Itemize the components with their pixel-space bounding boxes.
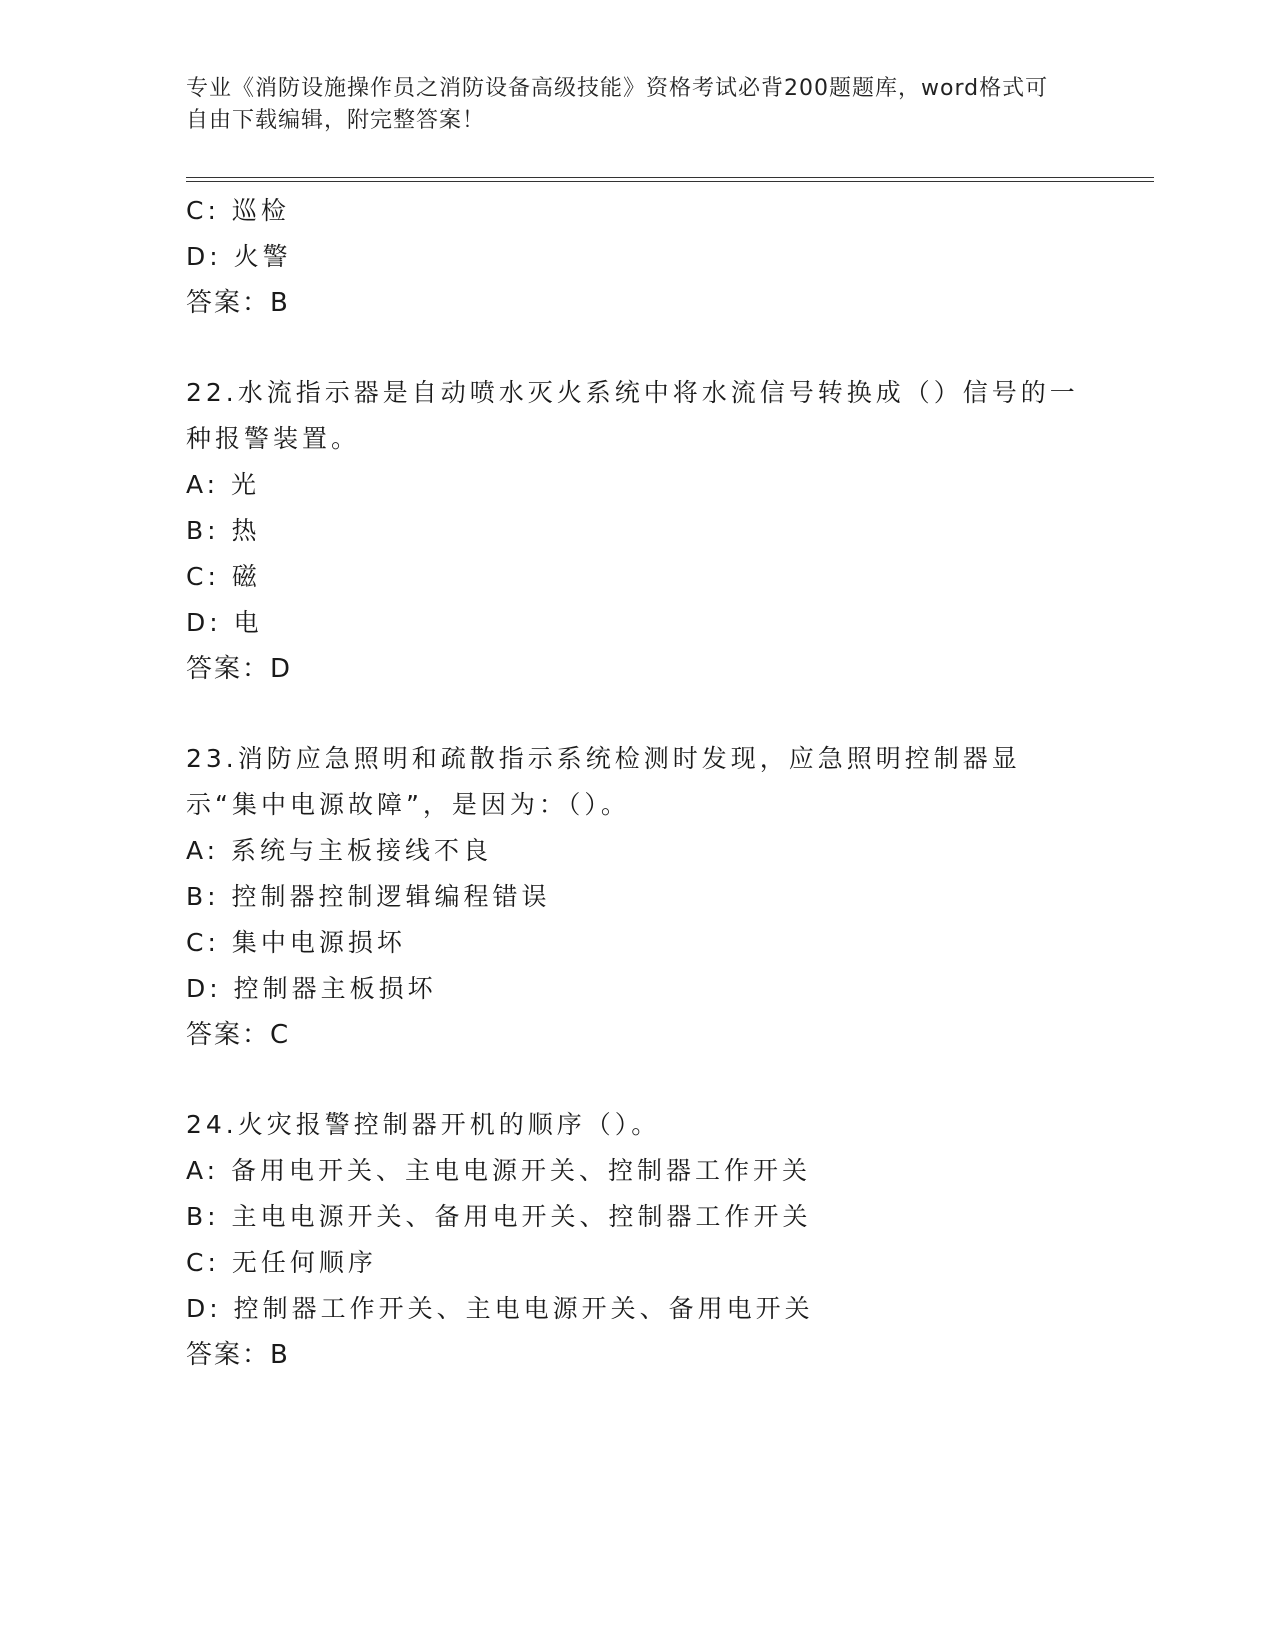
question-stem: 24.火灾报警控制器开机的顺序（）。 — [186, 1110, 661, 1139]
question-24 — [186, 1102, 1106, 1378]
option-c — [186, 188, 1106, 234]
header-divider-top — [186, 177, 1154, 178]
answer-line: 答案：C — [186, 1020, 291, 1050]
option-letter: B: — [186, 516, 220, 545]
option-text: 电 — [233, 608, 263, 637]
option-a — [186, 462, 1106, 508]
previous-question-tail — [186, 188, 1106, 326]
option-text: 控制器工作开关、主电电源开关、备用电开关 — [233, 1294, 814, 1323]
option-d — [186, 1286, 1106, 1332]
option-c — [186, 920, 1106, 966]
option-letter: A: — [186, 470, 220, 499]
question-22 — [186, 370, 1106, 692]
option-letter: C: — [186, 1248, 220, 1277]
question-stem: 23.消防应急照明和疏散指示系统检测时发现，应急照明控制器显示“集中电源故障”，是因为：（）。 — [186, 744, 1021, 819]
option-text: 主电电源开关、备用电开关、控制器工作开关 — [231, 1202, 812, 1231]
option-letter: A: — [186, 836, 220, 865]
answer-line: 答案：B — [186, 1340, 290, 1370]
option-text: 集中电源损坏 — [231, 928, 406, 957]
header-divider-bottom — [186, 181, 1154, 182]
option-b — [186, 1194, 1106, 1240]
option-letter: C: — [186, 562, 220, 591]
option-a — [186, 828, 1106, 874]
answer-line: 答案：D — [186, 654, 293, 684]
option-text: 巡检 — [231, 196, 290, 225]
option-text: 热 — [231, 516, 261, 545]
option-b — [186, 508, 1106, 554]
option-letter: B: — [186, 1202, 220, 1231]
option-letter: B: — [186, 882, 220, 911]
option-letter: C: — [186, 928, 220, 957]
option-text: 光 — [231, 470, 261, 499]
option-text: 控制器控制逻辑编程错误 — [231, 882, 551, 911]
option-letter: C: — [186, 196, 220, 225]
option-c — [186, 1240, 1106, 1286]
option-d — [186, 600, 1106, 646]
option-letter: A: — [186, 1156, 220, 1185]
option-b — [186, 874, 1106, 920]
question-23 — [186, 736, 1106, 1058]
option-c — [186, 554, 1106, 600]
option-text: 无任何顺序 — [231, 1248, 377, 1277]
document-header: 专业《消防设施操作员之消防设备高级技能》资格考试必背200题题库，word格式可自由下载编辑，附完整答案！ — [186, 76, 1049, 133]
option-text: 备用电开关、主电电源开关、控制器工作开关 — [231, 1156, 812, 1185]
option-a — [186, 1148, 1106, 1194]
option-text: 控制器主板损坏 — [233, 974, 437, 1003]
option-letter: D: — [186, 974, 222, 1003]
option-d — [186, 966, 1106, 1012]
option-text: 系统与主板接线不良 — [231, 836, 493, 865]
document-body — [186, 188, 1106, 1378]
option-text: 磁 — [231, 562, 261, 591]
answer-line: 答案：B — [186, 288, 290, 318]
question-stem: 22.水流指示器是自动喷水灭火系统中将水流信号转换成（）信号的一种报警装置。 — [186, 378, 1079, 453]
option-letter: D: — [186, 608, 222, 637]
option-d — [186, 234, 1106, 280]
option-letter: D: — [186, 242, 222, 271]
option-letter: D: — [186, 1294, 222, 1323]
option-text: 火警 — [233, 242, 292, 271]
